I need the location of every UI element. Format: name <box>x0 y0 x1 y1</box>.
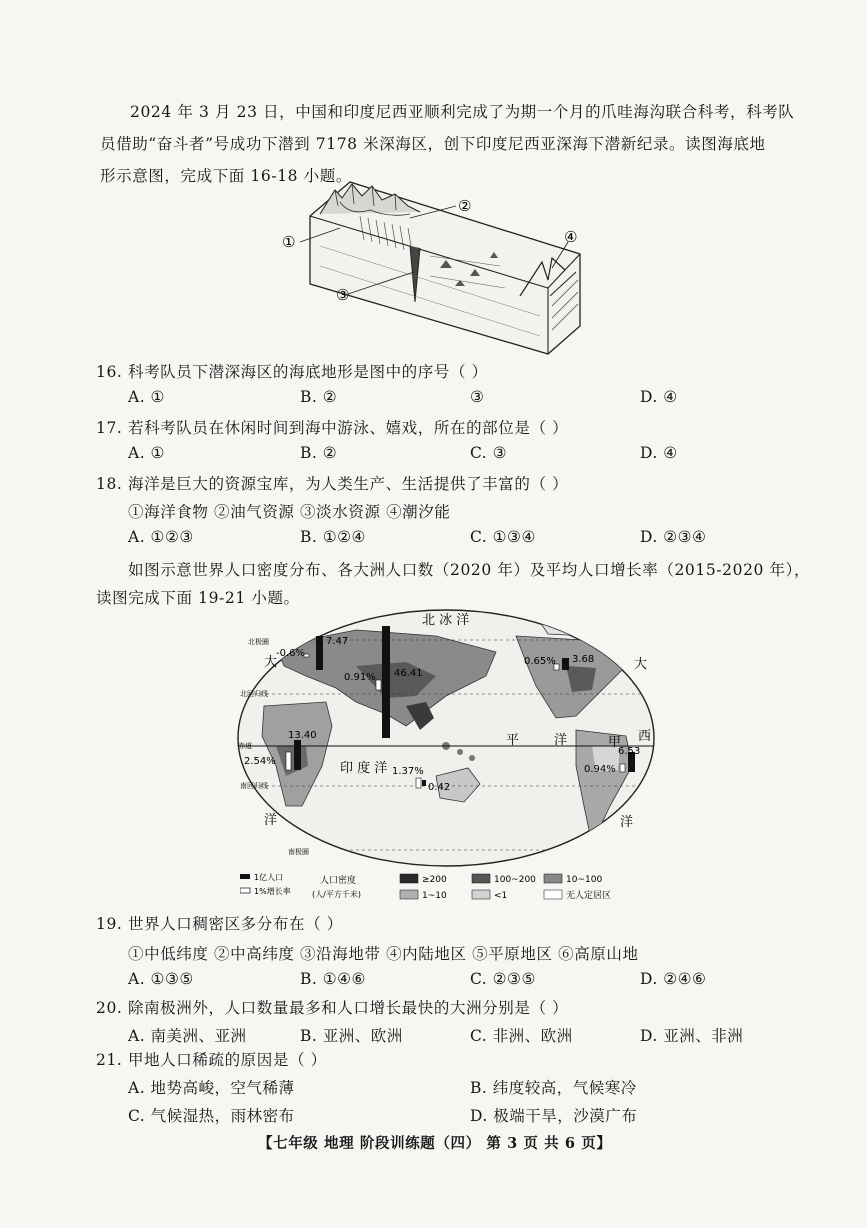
legend-d5: <1 <box>494 891 508 901</box>
seafloor-diagram <box>280 176 620 356</box>
q16-option-a: A. ① <box>128 388 165 406</box>
label-tropic-capricorn: 南回归线 <box>240 782 268 790</box>
label-yang-right: 洋 <box>620 815 634 830</box>
value-europe-pop: 7.47 <box>326 636 349 647</box>
intro2-line2: 读图完成下面 19-21 小题。 <box>96 589 300 607</box>
q17-stem: 17. 若科考队员在休闲时间到海中游泳、嬉戏，所在的部位是（ ） <box>96 419 569 437</box>
q16-option-c: ③ <box>470 388 485 406</box>
label-west: 西 <box>638 729 652 744</box>
q19-option-b: B. ①④⑥ <box>300 970 366 988</box>
legend-d1: ≥200 <box>422 875 447 885</box>
legend-density-unit: (人/平方千米) <box>312 890 361 899</box>
value-asia-pop: 46.41 <box>394 668 423 679</box>
label-da-left: 大 <box>264 655 278 670</box>
q18-option-d: D. ②③④ <box>640 528 707 546</box>
marker-4: ④ <box>564 228 578 246</box>
value-sa-rate: 0.94% <box>584 764 616 775</box>
q19-option-c: C. ②③⑤ <box>470 970 536 988</box>
legend-pop: 1亿人口 <box>254 873 284 882</box>
q19-option-a: A. ①③⑤ <box>128 970 194 988</box>
q17-option-d: D. ④ <box>640 444 678 462</box>
label-tropic-cancer: 北回归线 <box>240 690 268 698</box>
label-antarctic-circle: 南极圈 <box>288 848 309 856</box>
q21-option-c: C. 气候湿热，雨林密布 <box>128 1107 295 1125</box>
q19-option-d: D. ②④⑥ <box>640 970 707 988</box>
q21-option-d: D. 极端干旱，沙漠广布 <box>470 1107 638 1125</box>
q19-stem: 19. 世界人口稠密区多分布在（ ） <box>96 915 343 933</box>
marker-2: ② <box>458 197 472 215</box>
intro2-line1: 如图示意世界人口密度分布、各大洲人口数（2020 年）及平均人口增长率（2015-2020 年）， <box>128 561 811 579</box>
q17-option-a: A. ① <box>128 444 165 462</box>
q20-option-a: A. 南美洲、亚洲 <box>128 1027 247 1045</box>
q18-items: ①海洋食物 ②油气资源 ③淡水资源 ④潮汐能 <box>128 503 451 521</box>
value-sa-pop: 6.53 <box>618 746 641 757</box>
intro1-line1: 2024 年 3 月 23 日，中国和印度尼西亚顺利完成了为期一个月的爪哇海沟联合科考，科考队 <box>130 103 795 121</box>
legend-d6: 无人定居区 <box>566 891 612 901</box>
q16-option-d: D. ④ <box>640 388 678 406</box>
q18-option-a: A. ①②③ <box>128 528 194 546</box>
value-asia-rate: 0.91% <box>344 672 376 683</box>
label-yang-left: 洋 <box>264 813 278 828</box>
q17-option-b: B. ② <box>300 444 338 462</box>
q18-stem: 18. 海洋是巨大的资源宝库，为人类生产、生活提供了丰富的（ ） <box>96 475 569 493</box>
q18-option-b: B. ①②④ <box>300 528 366 546</box>
q16-stem: 16. 科考队员下潜深海区的海底地形是图中的序号（ ） <box>96 363 488 381</box>
q20-option-c: C. 非洲、欧洲 <box>470 1027 573 1045</box>
label-arctic-circle: 北极圈 <box>248 638 269 646</box>
q21-stem: 21. 甲地人口稀疏的原因是（ ） <box>96 1051 327 1069</box>
value-na-pop: 3.68 <box>572 654 595 665</box>
q19-items: ①中低纬度 ②中高纬度 ③沿海地带 ④内陆地区 ⑤平原地区 ⑥高原山地 <box>128 945 639 963</box>
legend-d4: 1~10 <box>422 891 447 901</box>
label-arctic-ocean: 北 冰 洋 <box>422 613 470 628</box>
q20-option-b: B. 亚洲、欧洲 <box>300 1027 403 1045</box>
value-oceania-rate: 1.37% <box>392 766 424 777</box>
q21-option-a: A. 地势高峻，空气稀薄 <box>128 1079 295 1097</box>
legend-d3: 10~100 <box>566 875 603 885</box>
legend-rate: 1%增长率 <box>254 887 291 896</box>
q20-option-d: D. 亚洲、非洲 <box>640 1027 744 1045</box>
world-population-map <box>236 606 656 906</box>
legend-density-title: 人口密度 <box>320 876 357 886</box>
page-footer: 【七年级 地理 阶段训练题（四） 第 3 页 共 6 页】 <box>258 1135 612 1152</box>
value-africa-pop: 13.40 <box>288 730 317 741</box>
map-legend <box>240 872 640 908</box>
q17-option-c: C. ③ <box>470 444 508 462</box>
q21-option-b: B. 纬度较高，气候寒冷 <box>470 1079 637 1097</box>
q16-option-b: B. ② <box>300 388 338 406</box>
value-europe-rate: -0.6% <box>276 648 306 659</box>
label-da-right: 大 <box>634 657 648 672</box>
value-africa-rate: 2.54% <box>244 756 276 767</box>
value-oceania-pop: 0.42 <box>428 782 451 793</box>
intro1-line3: 形示意图，完成下面 16-18 小题。 <box>100 167 352 185</box>
q18-option-c: C. ①③④ <box>470 528 536 546</box>
label-equator: 赤道 <box>238 742 252 750</box>
marker-1: ① <box>282 233 296 251</box>
intro1-line2: 员借助“奋斗者”号成功下潜到 7178 米深海区，创下印度尼西亚深海下潜新纪录。读图海底地 <box>100 135 766 153</box>
label-pacific-yang: 洋 <box>554 733 568 748</box>
label-jia: 甲 <box>608 735 622 750</box>
marker-3: ③ <box>336 286 350 304</box>
label-indian-ocean: 印 度 洋 <box>340 761 388 776</box>
q20-stem: 20. 除南极洲外，人口数量最多和人口增长最快的大洲分别是（ ） <box>96 999 569 1017</box>
legend-d2: 100~200 <box>494 875 536 885</box>
value-na-rate: 0.65% <box>524 656 556 667</box>
label-ping: 平 <box>506 733 520 748</box>
